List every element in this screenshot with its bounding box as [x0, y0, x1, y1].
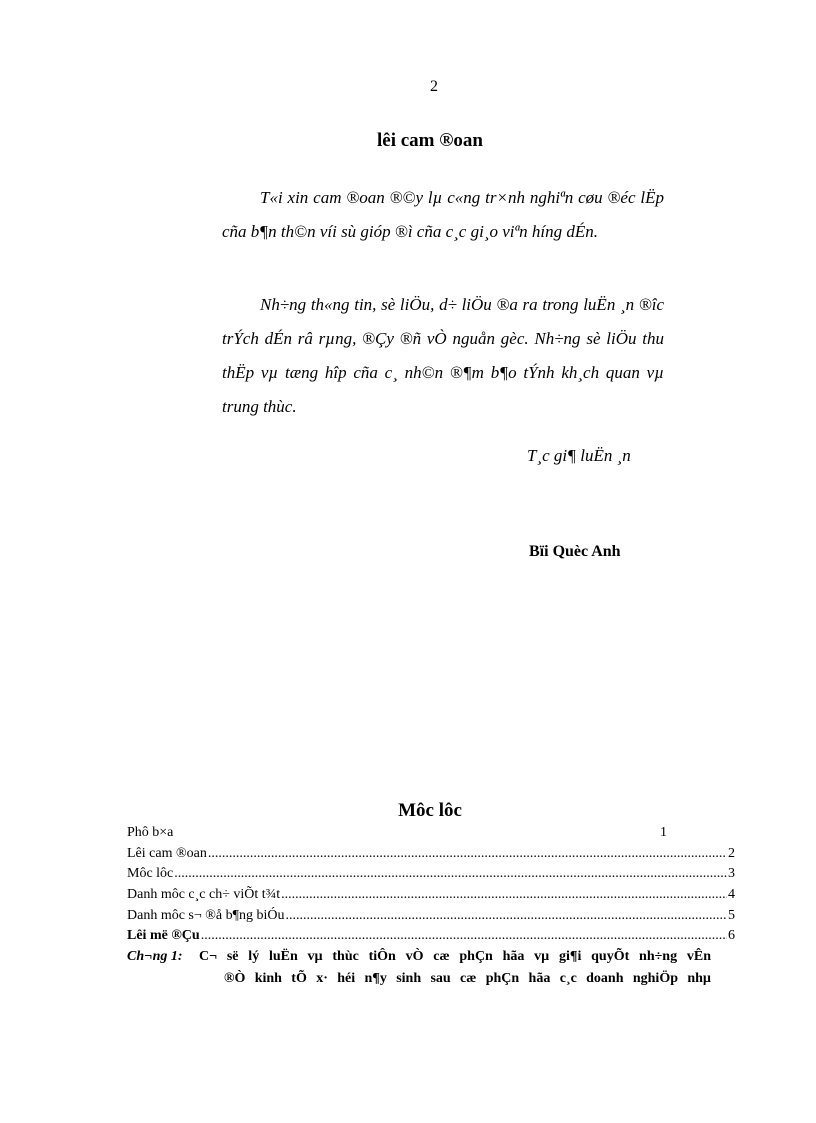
toc-entry-cover [127, 823, 735, 843]
chapter-title-line-1: C¬ së lý luËn vµ thùc tiÔn vÒ cæ phÇn hãa vµ gi¶i quyÕt nh÷ng vÊn [199, 949, 711, 964]
toc-entry-label: Môc lôc [127, 866, 174, 881]
toc-entry-label: Lêi cam ®oan [127, 846, 207, 861]
declaration-title: lêi cam ®oan [376, 130, 483, 151]
toc-dot-leader [281, 885, 727, 905]
toc-dot-leader [208, 844, 727, 864]
chapter-label: Ch¬ng 1: [127, 949, 183, 964]
chapter-title-line-2: ®Ò kinh tÕ x· héi n¶y sinh sau cæ phÇn hãa c¸c doanh nghiÖp nhµ [224, 971, 711, 986]
declaration-paragraph-1: T«i xin cam ®oan ®©y lµ c«ng tr×nh nghiªn cøu ®éc lËp cña b¶n th©n víi sù gióp ®ì cña c¸c gi¸o viªn híng dÉn. [222, 188, 664, 241]
toc-entry-abbreviations [127, 885, 735, 905]
toc-entry-label: Lêi më ®Çu [127, 928, 200, 943]
declaration-paragraph-2: Nh÷ng th«ng tin, sè liÖu, d÷ liÖu ®a ra trong luËn ¸n ®îc trÝch dÉn râ rµng, ®Çy ®ñ vÒ nguån gèc. Nh÷ng sè liÖu thu thËp vµ tæng hîp cña c¸ nh©n ®¶m b¶o tÝnh kh¸ch quan vµ trung thùc. [222, 295, 664, 416]
toc-entry-page: 1 [660, 825, 667, 840]
toc-entry-page: 6 [728, 928, 735, 943]
toc-dot-leader [174, 864, 727, 884]
toc-entry-label: Danh môc c¸c ch÷ viÕt t¾t [127, 887, 281, 902]
author-label: T¸c gi¶ luËn ¸n [527, 446, 631, 465]
author-name: Bïi Quèc Anh [529, 543, 621, 560]
toc-entry-introduction [127, 926, 735, 946]
toc-dot-leader [285, 906, 727, 926]
toc-dot-leader [201, 926, 727, 946]
page-number: 2 [430, 78, 438, 95]
toc-entry-label: Danh môc s¬ ®å b¶ng biÓu [127, 908, 285, 923]
toc-entry-declaration [127, 844, 735, 864]
toc-entry-page: 3 [728, 866, 735, 881]
toc-entry-label: Phô b×a [127, 825, 174, 840]
toc-entry-page: 4 [728, 887, 735, 902]
toc-entry-page: 2 [728, 846, 735, 861]
toc-entry-figures [127, 906, 735, 926]
toc-title: Môc lôc [398, 800, 462, 821]
toc-entry-page: 5 [728, 908, 735, 923]
toc-entry-contents [127, 864, 735, 884]
